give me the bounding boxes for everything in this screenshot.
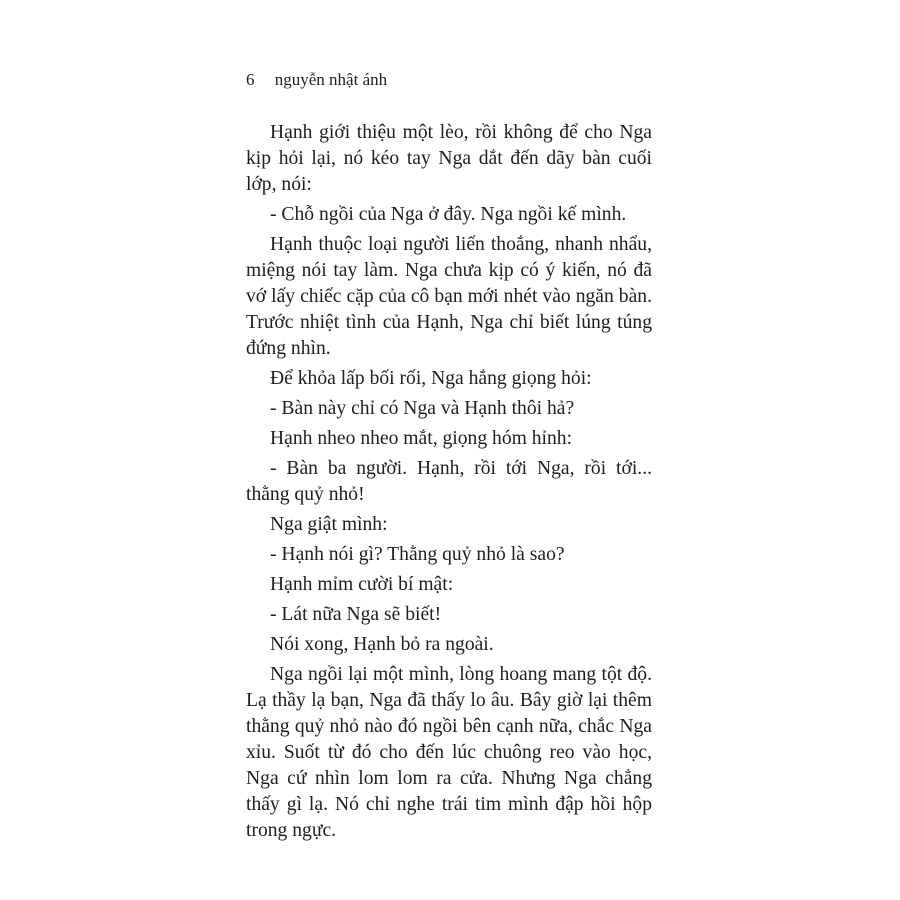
dialogue-line: - Bàn này chỉ có Nga và Hạnh thôi hả? — [270, 398, 575, 419]
dialogue-line: - Bàn ba người. Hạnh, rồi tới Nga, rồi tới... thằng quỷ nhỏ! — [246, 458, 652, 505]
dialogue-line: - Chỗ ngồi của Nga ở đây. Nga ngồi kế mình. — [270, 204, 627, 225]
paragraph: Nga ngồi lại một mình, lòng hoang mang tột độ. Lạ thầy lạ bạn, Nga đã thấy lo âu. Bây giờ lại thêm thằng quỷ nhỏ nào đó ngồi bên cạnh nữa, chắc Nga xỉu. Suốt từ đó cho đến lúc chuông reo vào học, Nga cứ nhìn lom lom ra cửa. Nhưng Nga chẳng thấy gì lạ. Nó chỉ nghe trái tim mình đập hồi hộp trong ngực. — [246, 664, 652, 841]
dialogue-line: - Lát nữa Nga sẽ biết! — [270, 604, 442, 625]
paragraph: Nói xong, Hạnh bỏ ra ngoài. — [270, 634, 494, 655]
paragraph: Nga giật mình: — [270, 514, 388, 535]
body-text — [246, 120, 652, 848]
paragraph: Hạnh giới thiệu một lèo, rồi không để cho Nga kịp hỏi lại, nó kéo tay Nga dắt đến dãy bàn cuối lớp, nói: — [246, 122, 652, 195]
paragraph: Hạnh nheo nheo mắt, giọng hóm hỉnh: — [270, 428, 573, 449]
paragraph: Hạnh thuộc loại người liến thoắng, nhanh nhẩu, miệng nói tay làm. Nga chưa kịp có ý kiến, nó đã vớ lấy chiếc cặp của cô bạn mới nhét vào ngăn bàn. Trước nhiệt tình của Hạnh, Nga chỉ biết lúng túng đứng nhìn. — [246, 234, 652, 359]
paragraph: Để khỏa lấp bối rối, Nga hắng giọng hỏi: — [270, 368, 592, 389]
page-number: 6 — [246, 70, 255, 89]
dialogue-line: - Hạnh nói gì? Thằng quỷ nhỏ là sao? — [270, 544, 565, 565]
author-name: nguyễn nhật ánh — [274, 70, 388, 89]
running-header — [246, 70, 387, 90]
paragraph: Hạnh mỉm cười bí mật: — [270, 574, 454, 595]
